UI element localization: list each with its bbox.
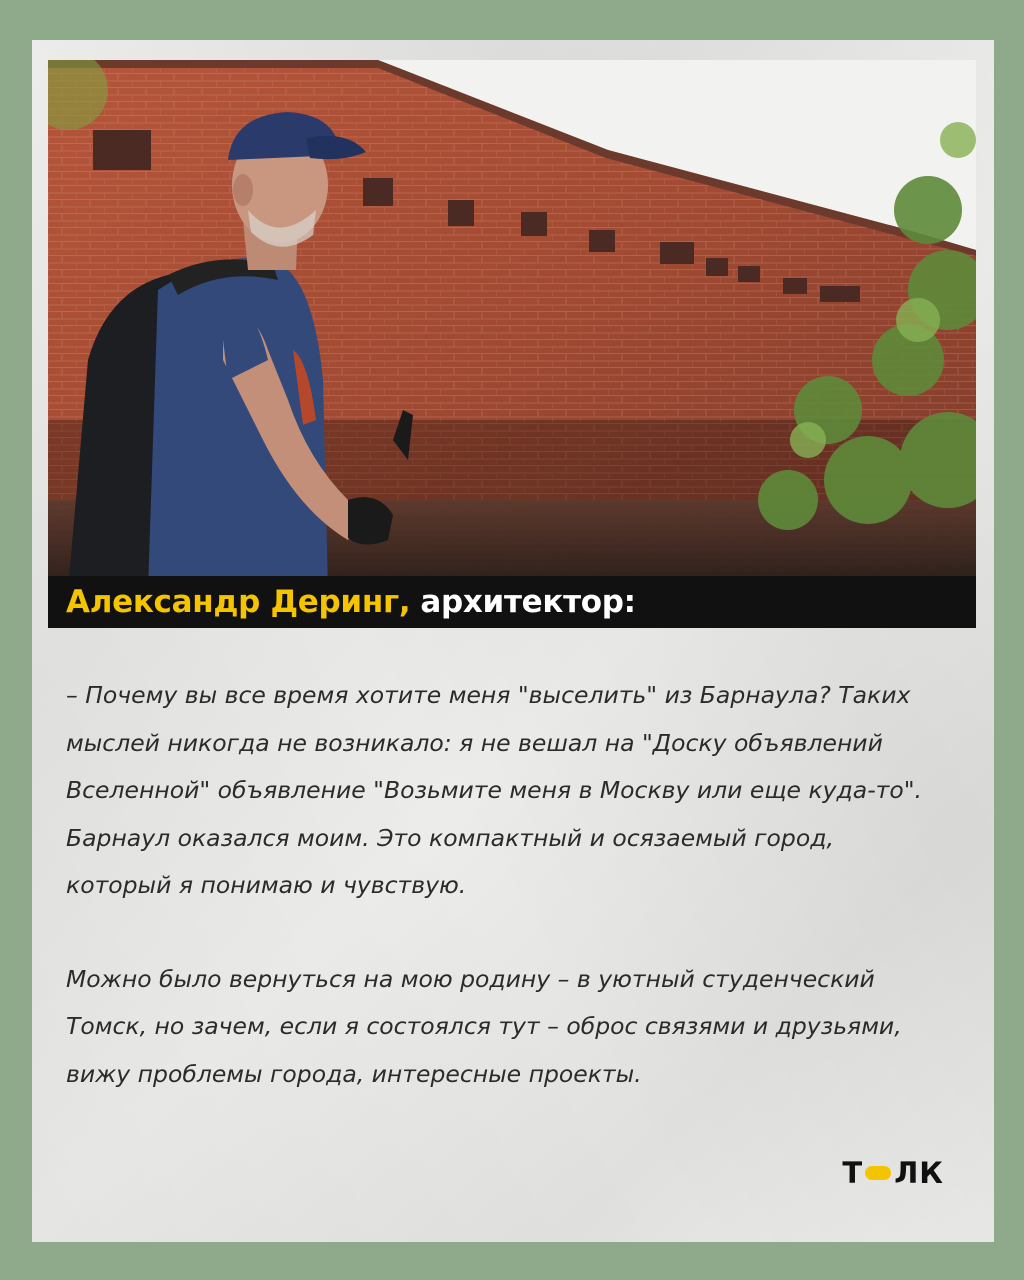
logo-letter-left: Т <box>842 1156 864 1190</box>
logo-letters-right: ЛК <box>894 1156 944 1190</box>
speaker-role: архитектор: <box>420 584 636 620</box>
logo-pill-icon <box>865 1166 891 1180</box>
speaker-name: Александр Деринг, <box>66 584 411 620</box>
portrait-photo <box>48 60 976 590</box>
quote-paragraph-1: – Почему вы все время хотите меня "выселить" из Барнаула? Таких мыслей никогда не возникало: я не вешал на "Доску объявлений Вселенной" объявление "Возьмите меня в Москву или еще куда-то". Барнаул оказался моим. Это компактный и осязаемый город, который я понимаю и чувствую. <box>66 681 923 899</box>
speaker-caption <box>48 576 976 628</box>
tolk-logo <box>842 1156 944 1190</box>
quote-text <box>66 672 926 1144</box>
quote-paragraph-2: Можно было вернуться на мою родину – в уютный студенческий Томск, но зачем, если я состоялся тут – оброс связями и друзьями, вижу проблемы города, интересные проекты. <box>66 964 902 1088</box>
quote-card <box>32 40 994 1242</box>
